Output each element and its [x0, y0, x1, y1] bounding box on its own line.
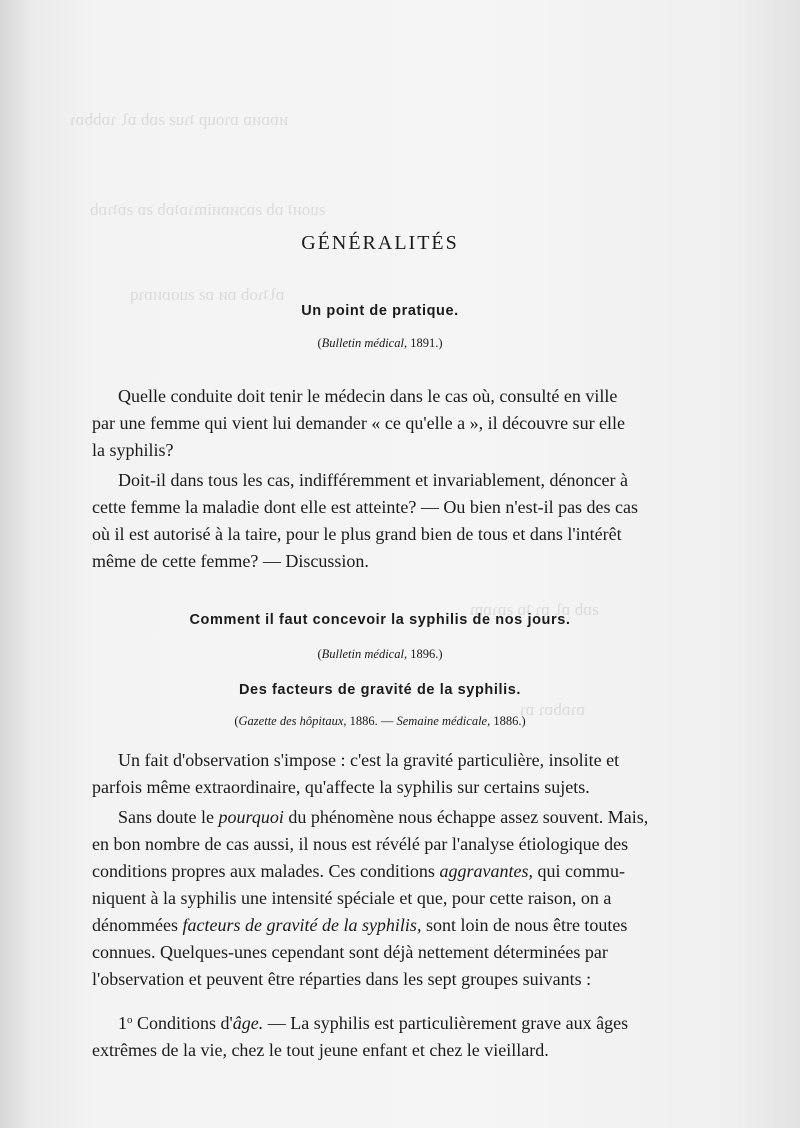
section-title: Des facteurs de gravité de la syphilis.	[238, 682, 522, 698]
source-journal: Semaine médicale,	[396, 714, 491, 728]
text-run: conditions propres aux malades. Ces conditions	[92, 861, 440, 881]
text-line	[92, 858, 710, 885]
text-run: sont loin de nous être toutes	[421, 915, 628, 935]
bleed-through: ƨuoᴎʇ ɒb ƨɒɔᴎɒᴎimɿɒʇɒb ƨɒ ƨɒʇɿɒb	[90, 200, 326, 219]
text-run: — La syphilis est particulièrement grave aux âges	[263, 1013, 629, 1033]
text-run: dénommées	[92, 915, 183, 935]
source-paren: (	[317, 647, 322, 661]
list-number: 1	[118, 1013, 127, 1033]
paragraph	[92, 804, 710, 993]
source-year: 1886. —	[346, 714, 397, 728]
source-year: 1886.)	[490, 714, 526, 728]
text-run: Sans doute le	[118, 807, 219, 827]
paragraph	[92, 383, 710, 464]
paragraph	[92, 747, 710, 801]
bleed-through: ɒɿɒbɒɿ ɒɿ	[520, 700, 586, 719]
text-line: extrêmes de la vie, chez le tout jeune enfant et chez le vieillard.	[92, 1040, 549, 1060]
text-line	[92, 1007, 710, 1037]
text-run: du phénomène nous échappe assez souvent. Mais,	[283, 807, 649, 827]
section-source	[0, 647, 760, 662]
italic-run: âge.	[232, 1013, 264, 1033]
source-journal: Bulletin médical,	[321, 647, 408, 661]
section-title: Comment il faut concevoir la syphilis de nos jours.	[189, 612, 571, 628]
source-year: 1896.)	[407, 647, 443, 661]
bleed-through: ƨɒb ɒʅ ɒɿ ʇɒ ƨɒɿɒm	[470, 600, 599, 619]
text-line	[92, 912, 710, 939]
paragraph	[92, 467, 710, 575]
section-source	[0, 714, 760, 729]
text-line: en bon nombre de cas aussi, il nous est révélé par l'analyse étiologique des	[92, 834, 629, 854]
text-line: la syphilis?	[92, 440, 174, 460]
ordinal-mark: o	[127, 1014, 133, 1026]
text-line: où il est autorisé à la taire, pour le plus grand bien de tous et dans l'intérêt	[92, 524, 622, 544]
source-journal: Bulletin médical,	[321, 336, 408, 350]
text-line: niquent à la syphilis une intensité spéciale et que, pour cette raison, on a	[92, 888, 612, 908]
source-year: 1891.)	[407, 336, 443, 350]
text-line: Quelle conduite doit tenir le médecin dans le cas où, consulté en ville	[118, 386, 618, 406]
text-run: Conditions d'	[132, 1013, 233, 1033]
text-line	[92, 804, 710, 831]
text-line: cette femme la maladie dont elle est atteinte? — Ou bien n'est-il pas des cas	[92, 497, 639, 517]
text-line: par une femme qui vient lui demander « ce qu'elle a », il découvre sur elle	[92, 413, 626, 433]
bleed-through: ɒʅʇɿob ɒᴎ ɒƨ ƨuoɒᴎɒɿq	[130, 285, 285, 304]
italic-run: facteurs de gravité de la syphilis,	[182, 915, 422, 935]
text-line: Doit-il dans tous les cas, indifféremment et invariablement, dénoncer à	[118, 470, 629, 490]
text-line: parfois même extraordinaire, qu'affecte la syphilis sur certains sujets.	[92, 777, 590, 797]
text-line: Un fait d'observation s'impose : c'est la gravité particulière, insolite et	[118, 750, 620, 770]
section-title: Un point de pratique.	[301, 303, 459, 319]
bleed-through: ᴎɒᴅᴎɒ ɒɿoup ʇɿuƨ ƨɒb ɒʅ ɿɒbbɒɿ	[70, 110, 289, 129]
source-paren: (	[234, 714, 239, 728]
section-source	[0, 336, 760, 351]
italic-run: pourquoi	[218, 807, 284, 827]
text-run: qui commu-	[532, 861, 625, 881]
text-line: même de cette femme? — Discussion.	[92, 551, 369, 571]
source-journal: Gazette des hôpitaux,	[238, 714, 347, 728]
page-heading: GÉNÉRALITÉS	[301, 232, 459, 254]
paragraph	[92, 1007, 710, 1064]
text-line: l'observation et peuvent être réparties dans les sept groupes suivants :	[92, 969, 592, 989]
source-paren: (	[317, 336, 322, 350]
italic-run: aggravantes,	[439, 861, 533, 881]
text-line: connues. Quelques-unes cependant sont déjà nettement déterminées par	[92, 942, 608, 962]
